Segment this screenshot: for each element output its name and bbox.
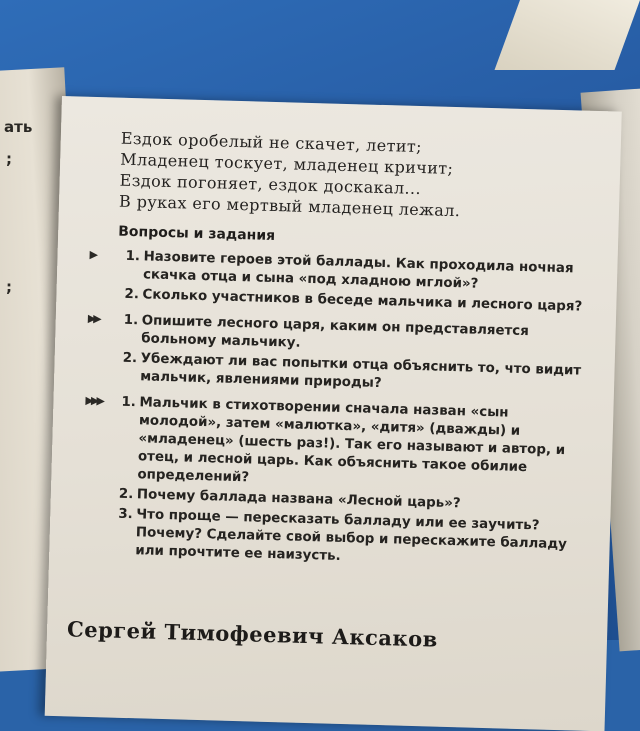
question-text: Почему баллада названа «Лесной царь»? — [136, 487, 461, 512]
book-page — [45, 96, 622, 731]
question-number: 1. — [123, 312, 139, 329]
question-number: 2. — [122, 350, 138, 367]
page-content — [85, 128, 591, 581]
next-section-author: Сергей Тимофеевич Аксаков — [66, 616, 439, 652]
left-page-fragment: ать — [4, 118, 33, 136]
poem-stanza — [119, 128, 591, 225]
poem-line: Младенец тоскует, младенец кричит; — [119, 149, 454, 178]
question-text: Мальчик в стихотворении сначала назван «сын молодой», затем «малютка», «дитя» (дважды) и «младенец» (шесть раз!). Так его называют и автор, и отец, и лесной царь. Как объяснить такое обилие определений? — [137, 395, 566, 486]
poem-line: В руках его мертвый младенец лежал. — [118, 191, 461, 221]
level-marker-icon: ▶▶▶ — [85, 393, 103, 408]
question-text: Сколько участников в беседе мальчика и лесного царя? — [142, 287, 583, 315]
paper-corner — [495, 0, 640, 70]
poem-line: Ездок погоняет, ездок доскакал... — [119, 170, 422, 199]
poem-line: Ездок оробелый не скачет, летит; — [120, 128, 423, 157]
question-number: 3. — [118, 506, 133, 523]
question-text: Опишите лесного царя, каким он представляется больному мальчику. — [141, 313, 530, 351]
level-marker-icon: ▶▶ — [87, 311, 99, 326]
question-text: Убеждают ли вас попытки отца объяснить то, что видит мальчик, явлениями природы? — [139, 351, 582, 392]
left-page-fragment: ; — [6, 278, 12, 296]
question-number: 2. — [118, 486, 134, 503]
question-item — [109, 506, 580, 573]
question-number: 1. — [125, 248, 141, 265]
question-number: 1. — [121, 394, 137, 411]
question-group-level-3 — [85, 393, 583, 573]
question-text: Назовите героев этой баллады. Как проходила ночная скачка отца и сына «под хладною мглой»? — [142, 249, 574, 292]
question-text: Что проще — пересказать балладу или ее заучить? Почему? Сделайте свой выбор и перескажите балладу или прочтите ее наизусть. — [135, 507, 568, 564]
question-item — [111, 394, 583, 497]
question-number: 2. — [124, 286, 140, 303]
question-group-level-1 — [89, 247, 587, 317]
level-marker-icon: ▶ — [89, 247, 96, 261]
question-group-level-2 — [87, 311, 586, 399]
questions-title: Вопросы и задания — [118, 223, 276, 245]
left-page-fragment: ; — [6, 150, 12, 168]
